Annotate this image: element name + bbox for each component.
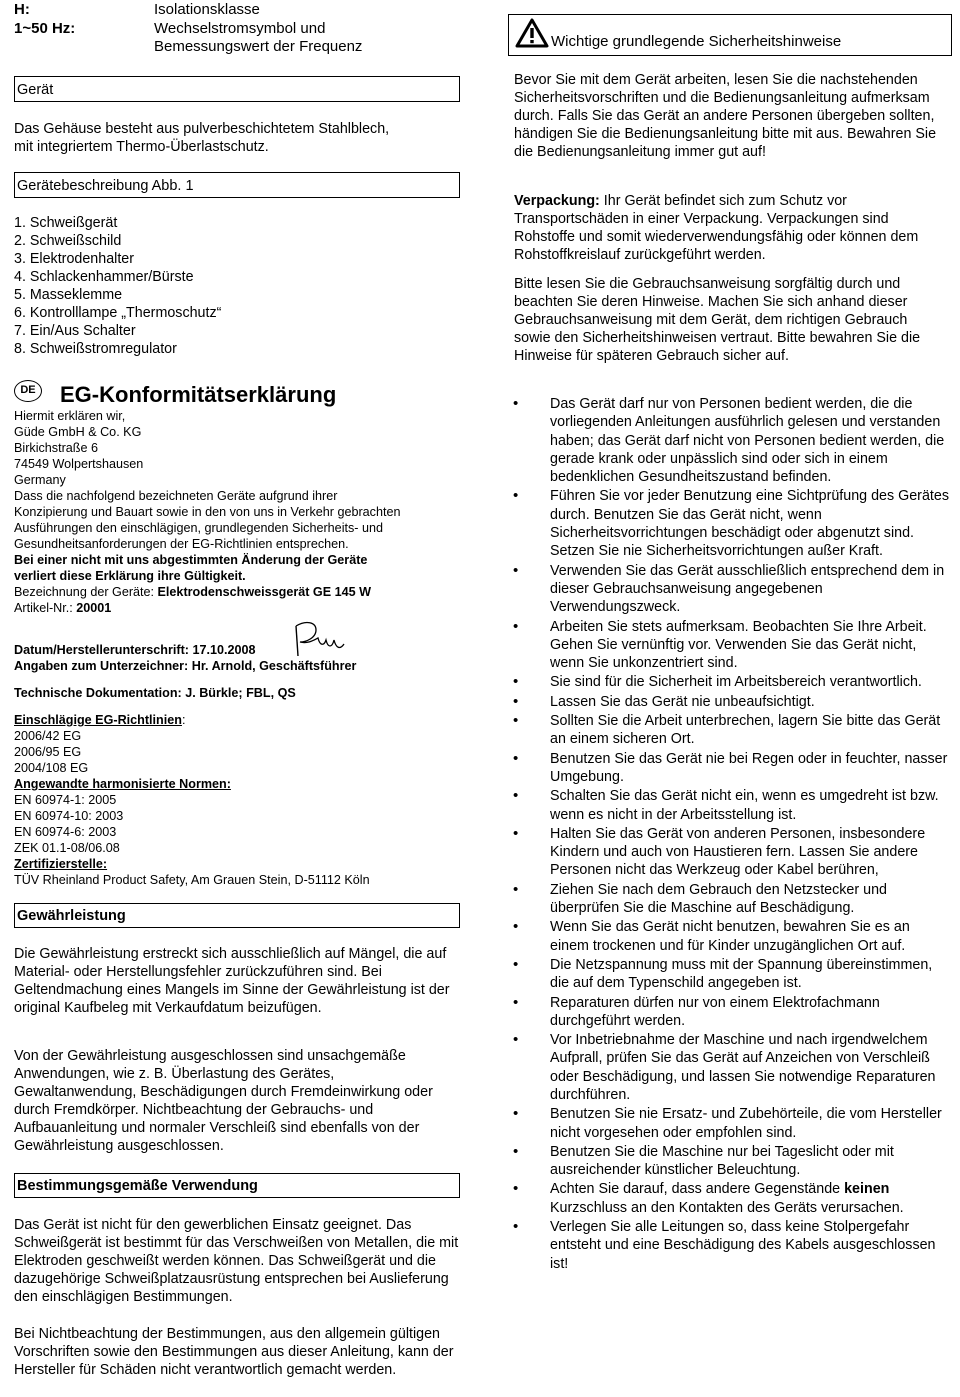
verpackung-text: Ihr Gerät befindet sich zum Schutz vor Transportschäden in einer Verpackung. Verpackungen sind Rohstoffe und somit wiederverwendungsfähig oder können dem Rohstoffkreislauf zurückgeführt werden. [514, 193, 919, 263]
konformitaet-line: Güde GmbH & Co. KG [14, 425, 142, 439]
norm-item: EN 60974-6: 2003 [14, 825, 117, 839]
konformitaet-line: Germany [14, 473, 66, 487]
sicherheit-title-box [508, 14, 952, 56]
konformitaet-line: Dass die nachfolgend bezeichneten Geräte aufgrund ihrer [14, 489, 338, 503]
verpackung-label: Verpackung: [514, 193, 600, 209]
list-item [508, 1180, 952, 1217]
verwendung-p1: Das Gerät ist nicht für den gewerblichen Einsatz geeignet. Das Schweißgerät ist bestimmt für das Verschweißen von Metallen, die mit Elektroden geschweißt werden können. Das Schweißgerät und die dazugehörige Schweißplatzausrüstung entsprechen bei Auslieferung den einschlägigen Bestimmungen. [14, 1217, 459, 1305]
richtlinien-title-line [14, 712, 370, 728]
list-item: • Sollten Sie die Arbeit unterbrechen, lagern Sie bitte das Gerät an einem sicheren Ort. [508, 712, 952, 749]
list-item: 4. Schlackenhammer/Bürste [14, 269, 194, 285]
h-value: Isolationsklasse [154, 1, 260, 18]
beschreibung-list [14, 214, 221, 358]
norm-item: EN 60974-10: 2003 [14, 809, 124, 823]
list-item: • Ziehen Sie nach dem Gebrauch den Netzstecker und überprüfen Sie die Maschine auf Beschädigung. [508, 881, 952, 918]
sicherheit-p1: Bevor Sie mit dem Gerät arbeiten, lesen Sie die nachstehenden Sicherheitsvorschriften und die Bedienungsanleitung aufmerksam durch. Falls Sie das Gerät an andere Personen übergeben sollten, händigen Sie die Bedienungsanleitung bitte mit aus. Bewahren Sie die Bedienungsanleitung immer gut auf! [514, 72, 937, 160]
signature-image [286, 618, 348, 658]
konformitaet-line: 74549 Wolpertshausen [14, 457, 144, 471]
de-badge-label: DE [20, 384, 36, 396]
verpackung-para [514, 192, 946, 264]
list-item: • Verlegen Sie alle Leitungen so, dass keine Stolpergefahr entsteht und eine Beschädigung des Kabels ausgeschlossen ist! [508, 1218, 952, 1273]
list-item: 5. Masseklemme [14, 287, 123, 303]
gewaehr-title: Gewährleistung [17, 908, 126, 924]
artikel-label: Artikel-Nr.: [14, 601, 77, 615]
list-item: 1. Schweißgerät [14, 215, 118, 231]
konformitaet-address [14, 408, 460, 616]
richtlinien-colon: : [181, 713, 186, 727]
konformitaet-line: Hiermit erklären wir, [14, 409, 126, 423]
list-item: • Lassen Sie das Gerät nie unbeaufsichtigt. [508, 693, 952, 711]
richtlinien-title: Einschlägige EG-Richtlinien [14, 713, 182, 727]
geraet-text-2: mit integriertem Thermo-Überlastschutz. [14, 139, 269, 155]
list-item: 6. Kontrolllampe „Thermoschutz“ [14, 305, 222, 321]
beschreibung-title-box [14, 172, 460, 198]
normen-title: Angewandte harmonisierte Normen: [14, 777, 231, 791]
list-item: 7. Ein/Aus Schalter [14, 323, 136, 339]
hz-value-2: Bemessungswert der Frequenz [154, 38, 363, 55]
richtlinie-item: 2004/108 EG [14, 761, 89, 775]
list-item: • Das Gerät darf nur von Personen bedient werden, die die vorliegenden Anleitungen ausführlich gelesen und verstanden haben; das Gerät darf nicht von Personen bedient werden, die gerade krank oder unpässlich sind oder sich in einem bedenklichen Gesundheitszustand befinden. [508, 395, 952, 486]
artikel-line [14, 600, 460, 616]
konformitaet-line: Gesundheitsanforderungen der EG-Richtlinien entsprechen. [14, 537, 349, 551]
gewaehr-title-box [14, 903, 460, 928]
datum-line: Datum/Herstellerunterschrift: 17.10.2008 [14, 643, 256, 657]
list-item: • Benutzen Sie nie Ersatz- und Zubehörteile, die vom Hersteller nicht vorgesehen oder empfohlen sind. [508, 1105, 952, 1142]
bezeichnung-value: Elektrodenschweissgerät GE 145 W [157, 585, 372, 599]
konformitaet-line: Birkichstraße 6 [14, 441, 98, 455]
bullet-18-post: Kurzschluss an den Kontakten des Geräts verursachen. [550, 1199, 904, 1216]
geraet-title-box [14, 76, 460, 102]
list-item: • Arbeiten Sie stets aufmerksam. Beobachten Sie Ihre Arbeit. Gehen Sie vernünftig vor. Verwenden Sie das Gerät nicht, wenn Sie unkonzentriert sind. [508, 618, 952, 673]
verwendung-p2: Bei Nichtbeachtung der Bestimmungen, aus den allgemein gültigen Vorschriften sowie den Bestimmungen aus dieser Anleitung, kann der Hersteller für Schäden nicht verantwortlich gemacht werden. [14, 1326, 454, 1378]
bullet-18-pre: Achten Sie darauf, dass andere Gegenstände [550, 1181, 845, 1198]
norm-item: EN 60974-1: 2005 [14, 793, 117, 807]
sicherheit-bullets [508, 395, 952, 1274]
list-item: • Schalten Sie das Gerät nicht ein, wenn es umgedreht ist bzw. wenn es nicht in der Arbeitsstellung ist. [508, 787, 952, 824]
technische-line: Technische Dokumentation: J. Bürkle; FBL, QS [14, 686, 296, 700]
zert-title: Zertifizierstelle: [14, 857, 108, 871]
verwendung-title-box [14, 1173, 460, 1198]
konformitaet-bold-1: Bei einer nicht mit uns abgestimmten Änderung der Geräte [14, 553, 368, 567]
konformitaet-title: EG-Konformitätserklärung [60, 382, 337, 407]
de-badge [14, 380, 42, 402]
konformitaet-line: Ausführungen den einschlägigen, grundlegenden Sicherheits- und [14, 521, 383, 535]
list-item: • Benutzen Sie das Gerät nie bei Regen oder in feuchter, nasser Umgebung. [508, 750, 952, 787]
list-item: 3. Elektrodenhalter [14, 251, 135, 267]
list-item: • Halten Sie das Gerät von anderen Personen, insbesondere Kindern und auch von Haustieren fern. Lassen Sie andere Personen nicht das Werkzeug oder Kabel berühren, [508, 825, 952, 880]
list-item: • Führen Sie vor jeder Benutzung eine Sichtprüfung des Gerätes durch. Benutzen Sie das Gerät nicht, wenn Sicherheitsvorrichtungen beschädigt oder abgenutzt sind. Setzen Sie nie Sicherheitsvorrichtungen außer Kraft. [508, 487, 952, 560]
richtlinien-block [14, 712, 370, 888]
h-label: H: [14, 1, 30, 18]
gewaehr-p2: Von der Gewährleistung ausgeschlossen sind unsachgemäße Anwendungen, wie z. B. Überlastung des Gerätes, Gewaltanwendung, Beschädigungen durch Fremdeinwirkung oder durch Fremdkörper. Nichtbeachtung der Gebrauchs- und Aufbauanleitung und normaler Verschleiß sind ebenfalls von der Gewährleistung ausgeschlossen. [14, 1048, 433, 1154]
norm-item: ZEK 01.1-08/06.08 [14, 841, 120, 855]
list-item: • Vor Inbetriebnahme der Maschine und nach irgendwelchem Aufprall, prüfen Sie das Gerät auf Anzeichen von Verschleiß oder Beschädigung, und lassen Sie notwendige Reparaturen durchführen. [508, 1031, 952, 1104]
sicherheit-p3: Bitte lesen Sie die Gebrauchsanweisung sorgfältig durch und beachten Sie deren Hinweise. Machen Sie sich anhand dieser Gebrauchsanweisung mit dem Gerät, dem richtigen Gebrauch sowie den Sicherheitshinweisen vertraut. Bitte bewahren Sie die Hinweise für späteren Gebrauch sicher auf. [514, 276, 921, 364]
angaben-line: Angaben zum Unterzeichner: Hr. Arnold, Geschäftsführer [14, 659, 357, 673]
list-item: • Sie sind für die Sicherheit im Arbeitsbereich verantwortlich. [508, 673, 952, 691]
bezeichnung-label: Bezeichnung der Geräte: [14, 585, 158, 599]
list-item: • Die Netzspannung muss mit der Spannung übereinstimmen, die auf dem Typenschild angegeben ist. [508, 956, 952, 993]
artikel-value: 20001 [76, 601, 112, 615]
bezeichnung-line [14, 584, 460, 600]
konformitaet-line: Konzipierung und Bauart sowie in den von uns in Verkehr gebrachten [14, 505, 401, 519]
list-item: 8. Schweißstromregulator [14, 341, 177, 357]
list-item: • Reparaturen dürfen nur von einem Elektrofachmann durchgeführt werden. [508, 994, 952, 1031]
list-item: • Verwenden Sie das Gerät ausschließlich entsprechend dem in dieser Gebrauchsanweisung angegebenen Verwendungszweck. [508, 562, 952, 617]
hz-label: 1~50 Hz: [14, 20, 76, 37]
warning-icon [515, 18, 549, 48]
list-item: • Wenn Sie das Gerät nicht benutzen, bewahren Sie es an einem trockenen und für Kinder unzugänglichen Ort auf. [508, 918, 952, 955]
sicherheit-title: Wichtige grundlegende Sicherheitshinweise [551, 33, 842, 50]
zert-value: TÜV Rheinland Product Safety, Am Grauen Stein, D-51112 Köln [14, 873, 370, 887]
gewaehr-p1: Die Gewährleistung erstreckt sich ausschließlich auf Mängel, die auf Material- oder Herstellungsfehler zurückzuführen sind. Bei Geltendmachung eines Mangels im Sinne der Gewährleistung ist der original Kaufbeleg mit Verkaufdatum beizufügen. [14, 946, 450, 1016]
list-item: • Benutzen Sie die Maschine nur bei Tageslicht oder mit ausreichender künstlicher Beleuchtung. [508, 1143, 952, 1180]
konformitaet-bold-2: verliert diese Erklärung ihre Gültigkeit. [14, 569, 246, 583]
geraet-text-1: Das Gehäuse besteht aus pulverbeschichtetem Stahlblech, [14, 121, 390, 137]
verwendung-title: Bestimmungsgemäße Verwendung [17, 1178, 258, 1194]
hz-value-1: Wechselstromsymbol und [154, 20, 326, 37]
beschreibung-title: Gerätebeschreibung Abb. 1 [17, 178, 194, 194]
richtlinie-item: 2006/95 EG [14, 745, 82, 759]
richtlinie-item: 2006/42 EG [14, 729, 82, 743]
list-item: 2. Schweißschild [14, 233, 122, 249]
bullet-18-bold: keinen [844, 1181, 890, 1198]
geraet-title: Gerät [17, 82, 54, 98]
